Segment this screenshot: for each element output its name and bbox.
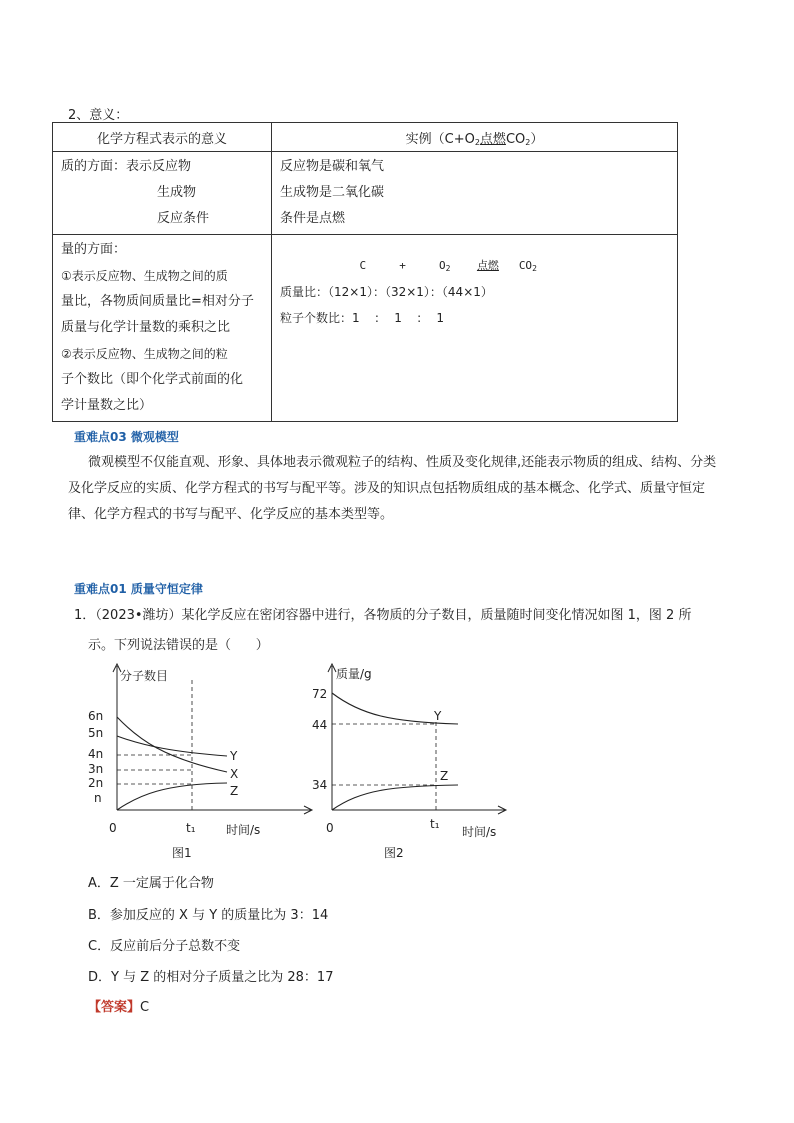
equation-row: C + $O_2$ 点燃 $CO_2$: [359, 259, 537, 273]
fig1-ytick-5n: 5n: [88, 726, 104, 740]
quality-row: [53, 152, 678, 235]
question-line-1: 1．（2023•潍坊）某化学反应在密闭容器中进行，各物质的分子数目，质量随时间变化情况如图 1，图 2 所: [74, 608, 692, 623]
fig2-series-z: [332, 785, 458, 810]
quantity-left-line: ②表示反应物、生成物之间的粒: [61, 347, 228, 361]
quality-left: [53, 152, 272, 235]
option-a: A．Z 一定属于化合物: [88, 876, 214, 891]
fig1-ytick-6n: 6n: [88, 709, 104, 723]
section-label: 2、意义：: [68, 108, 129, 123]
header-right: 实例（$C+O_2$点燃$CO_2$）: [272, 123, 678, 152]
quantity-left-line: ①表示反应物、生成物之间的质: [61, 269, 228, 283]
quantity-left-line: 量比，各物质间质量比=相对分子: [61, 294, 254, 309]
fig1-series-z: [117, 783, 227, 810]
quality-left-line: 生成物: [157, 185, 197, 200]
fig1-xlabel: 时间/s: [226, 823, 261, 837]
quality-left-line: 质的方面：表示反应物: [61, 159, 192, 174]
fig2-label-y: Y: [434, 709, 442, 723]
fig1-label-z: Z: [230, 784, 239, 798]
quality-right-line: 条件是点燃: [280, 211, 346, 226]
quality-left-line: 反应条件: [157, 211, 210, 226]
quality-right-line: 生成物是二氧化碳: [280, 185, 385, 200]
option-d: D．Y 与 Z 的相对分子质量之比为 28：17: [88, 970, 334, 985]
quantity-left-line: 学计量数之比）: [61, 398, 153, 413]
quantity-left-line: 质量与化学计量数的乘积之比: [61, 320, 231, 335]
fig2-origin: 0: [326, 821, 334, 835]
fig2-ytick-44: 44: [312, 718, 328, 732]
quality-right-line: 反应物是碳和氧气: [280, 159, 385, 174]
answer: [88, 996, 149, 1015]
particle-ratio: 粒子个数比：1 : 1 : 1: [280, 311, 445, 325]
fig1-ylabel: 分子数目: [120, 669, 169, 683]
fig1-ytick-4n: 4n: [88, 747, 104, 761]
fig2-ytick-72: 72: [312, 687, 328, 701]
fig1-series-x: [117, 717, 227, 772]
option-b: B．参加反应的 X 与 Y 的质量比为 3：14: [88, 908, 329, 923]
option-c: C．反应前后分子总数不变: [88, 939, 241, 954]
fig1-caption: 图1: [172, 846, 192, 860]
fig2-xlabel: 时间/s: [462, 825, 497, 839]
fig2-ylabel: 质量/g: [336, 667, 372, 681]
fig2-ytick-34: 34: [312, 778, 328, 792]
key-point-01-title: 重难点01 质量守恒定律: [74, 582, 203, 596]
fig1-label-x: X: [230, 767, 239, 781]
key-point-03-paragraph: 微观模型不仅能直观、形象、具体地表示微观粒子的结构、性质及变化规律,还能表示物质的组成、结构、分类及化学反应的实质、化学方程式的书写与配平等。涉及的知识点包括物质组成的基本概念、化学式、质量守恒定律、化学方程式的书写与配平、化学反应的基本类型等。: [68, 455, 717, 522]
quality-right: [272, 152, 678, 235]
fig1-ytick-3n: 3n: [88, 762, 104, 776]
fig1-ytick-2n: 2n: [88, 776, 104, 790]
fig1-ytick-n: n: [94, 791, 102, 805]
fig2-caption: 图2: [384, 846, 404, 860]
fig2-xtick-t1: t₁: [430, 817, 440, 831]
fig1-xtick-t1: t₁: [186, 821, 196, 835]
figure-1-chart: [84, 660, 324, 860]
fig1-origin: 0: [109, 821, 117, 835]
figure-2-chart: [306, 660, 526, 860]
quantity-right: [272, 235, 678, 422]
answer-value: C: [140, 1000, 150, 1015]
answer-tag: 【答案】: [88, 1000, 141, 1015]
fig1-label-y: Y: [230, 749, 238, 763]
fig2-label-z: Z: [440, 769, 449, 783]
quantity-left-line: 子个数比（即个化学式前面的化: [61, 372, 244, 387]
quantity-left-line: 量的方面：: [61, 242, 127, 257]
question-line-2: 示。下列说法错误的是（ ）: [88, 638, 269, 653]
header-left: 化学方程式表示的意义: [53, 123, 272, 152]
key-point-03-title: 重难点03 微观模型: [74, 430, 179, 444]
fig1-series-y: [117, 736, 227, 756]
mass-ratio: 质量比：（12×1）：（32×1）：（44×1）: [280, 285, 493, 299]
quantity-left: [53, 235, 272, 422]
table-header-row: [53, 123, 678, 152]
meaning-table: [52, 122, 678, 422]
quantity-row: [53, 235, 678, 422]
